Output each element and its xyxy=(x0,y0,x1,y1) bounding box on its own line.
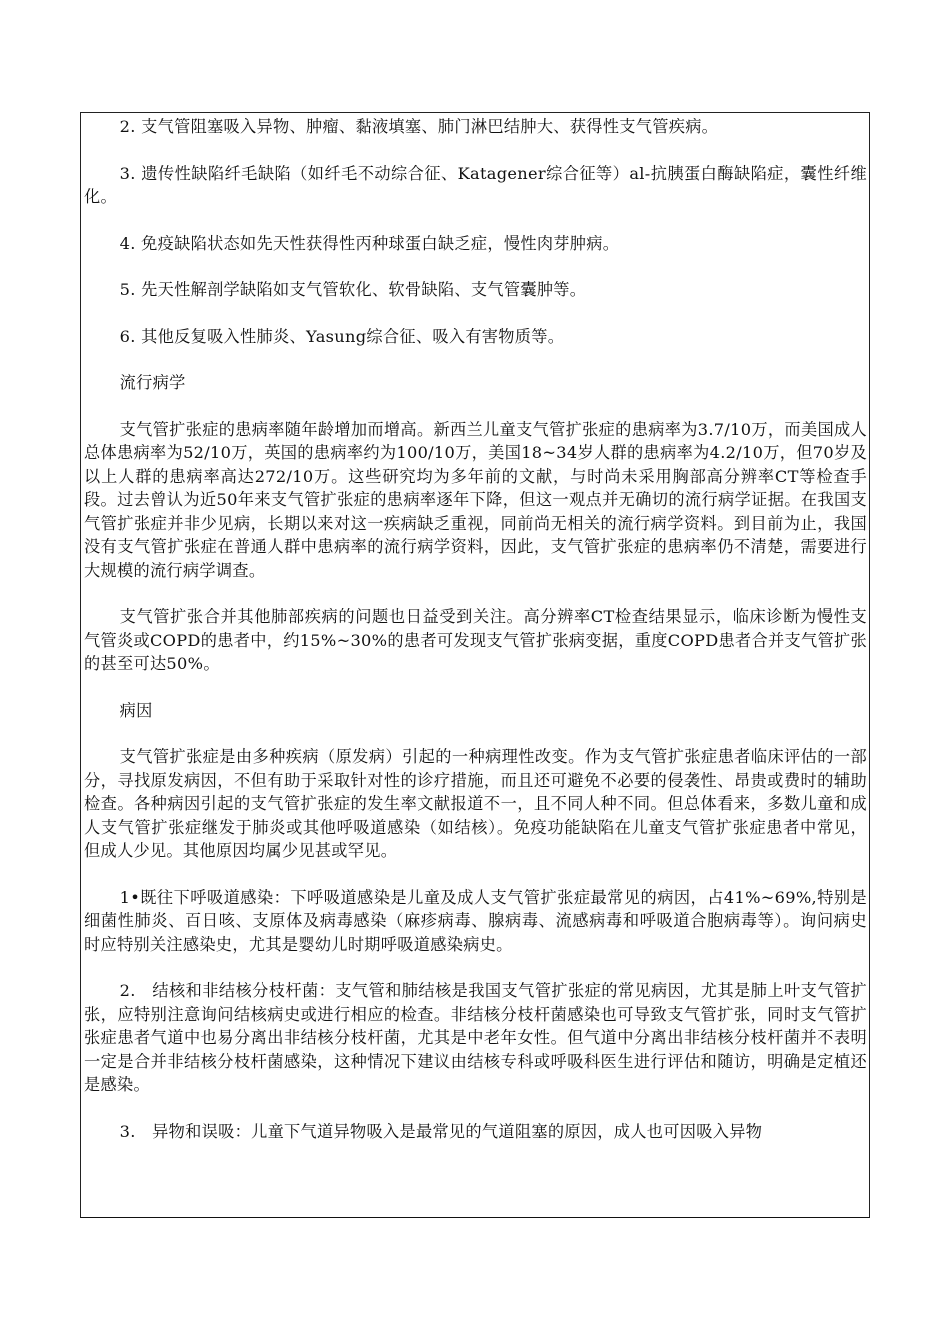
document-body xyxy=(84,115,867,1143)
paragraph-prevalence: 支气管扩张症的患病率随年龄增加而增高。新西兰儿童支气管扩张症的患病率为3.7/10万，而美国成人总体患病率为52/10万，英国的患病率约为100/10万，美国18~34岁人群的患病率为4.2/10万，但70岁及以上人群的患病率高达272/10万。这些研究均为多年前的文献，与时尚未采用胸部高分辨率CT等检查手段。过去曾认为近50年来支气管扩张症的患病率逐年下降，但这一观点并无确切的流行病学证据。在我国支气管扩张症并非少见病，长期以来对这一疾病缺乏重视，同前尚无相关的流行病学资料。到目前为止，我国没有支气管扩张症在普通人群中患病率的流行病学资料，因此，支气管扩张症的患病率仍不清楚，需要进行大规模的流行病学调查。 xyxy=(84,419,867,580)
list-item-cause-3: 3. 遗传性缺陷纤毛缺陷（如纤毛不动综合征、Katagener综合征等）al-抗胰蛋白酶缺陷症，囊性纤维化。 xyxy=(84,163,867,206)
list-item-cause-4: 4. 免疫缺陷状态如先天性获得性丙种球蛋白缺乏症，慢性肉芽肿病。 xyxy=(119,233,620,253)
paragraph-etiology-infection: 1•既往下呼吸道感染：下呼吸道感染是儿童及成人支气管扩张症最常见的病因，占41%~69%,特别是细菌性肺炎、百日咳、支原体及病毒感染（麻疹病毒、腺病毒、流感病毒和呼吸道合胞病毒等）。询问病史时应特别关注感染史，尤其是婴幼儿时期呼吸道感染病史。 xyxy=(84,887,867,954)
list-item-cause-2: 2. 支气管阻塞吸入异物、肿瘤、黏液填塞、肺门淋巴结肿大、获得性支气管疾病。 xyxy=(119,117,719,136)
paragraph-etiology-foreign-body: 3. 异物和误吸：儿童下气道异物吸入是最常见的气道阻塞的原因，成人也可因吸入异物 xyxy=(119,1121,763,1141)
paragraph-comorbidity: 支气管扩张合并其他肺部疾病的问题也日益受到关注。高分辨率CT检查结果显示，临床诊断为慢性支气管炎或COPD的患者中，约15%~30%的患者可发现支气管扩张病变据，重度COPD患者合并支气管扩张的甚至可达50%。 xyxy=(84,607,867,673)
paragraph-etiology-tuberculosis: 2. 结核和非结核分枝杆菌：支气管和肺结核是我国支气管扩张症的常见病因，尤其是肺上叶支气管扩张，应特别注意询问结核病史或进行相应的检查。非结核分枝杆菌感染也可导致支气管扩张，同时支气管扩张症患者气道中也易分离出非结核分枝杆菌，尤其是中老年女性。但气道中分离出非结核分枝杆菌并不表明一定是合并非结核分枝杆菌感染，这种情况下建议由结核专科或呼吸科医生进行评估和随访，明确是定植还是感染。 xyxy=(84,981,867,1094)
paragraph-etiology-intro: 支气管扩张症是由多种疾病（原发病）引起的一种病理性改变。作为支气管扩张症患者临床评估的一部分，寻找原发病因，不但有助于采取针对性的诊疗措施，而且还可避免不必要的侵袭性、昂贵或费时的辅助检查。各种病因引起的支气管扩张症的发生率文献报道不一，且不同人种不同。但总体看来，多数儿童和成人支气管扩张症继发于肺炎或其他呼吸道感染（如结核）。免疫功能缺陷在儿童支气管扩张症患者中常见，但成人少见。其他原因均属少见甚或罕见。 xyxy=(84,747,867,860)
list-item-cause-5: 5. 先天性解剖学缺陷如支气管软化、软骨缺陷、支气管囊肿等。 xyxy=(119,280,587,299)
list-item-cause-6: 6. 其他反复吸入性肺炎、Yasung综合征、吸入有害物质等。 xyxy=(119,326,565,346)
section-heading-epidemiology: 流行病学 xyxy=(119,373,186,392)
section-heading-etiology: 病因 xyxy=(119,700,153,720)
document-page xyxy=(80,112,870,1218)
